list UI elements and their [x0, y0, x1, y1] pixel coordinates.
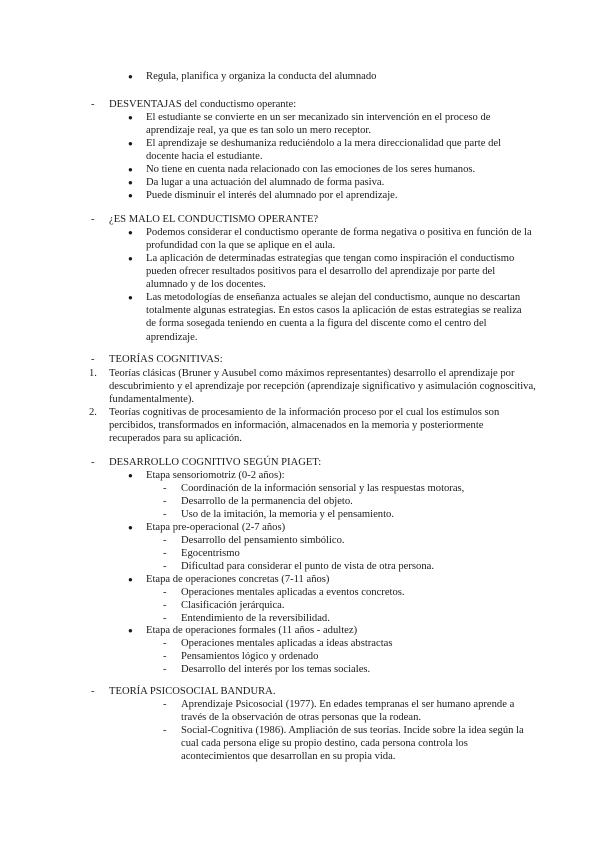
bullet-marker: ●: [128, 254, 133, 263]
sub-dash: -: [163, 587, 167, 598]
section-dash: -: [91, 214, 95, 225]
piaget-stage-item: Desarrollo del pensamiento simbólico.: [181, 535, 345, 546]
bullet-marker: ●: [128, 626, 133, 635]
sub-dash: -: [163, 651, 167, 662]
cognitivas-heading: TEORÍAS COGNITIVAS:: [109, 354, 223, 365]
cognitivas-item: Teorías clásicas (Bruner y Ausubel como máximos representantes) desarrollo el aprendizaje por descubrimiento y el aprendizaje por recepción (aprendizaje significativo y asimulación cognoscitiva, fundamentalmente).: [109, 368, 536, 406]
sub-dash: -: [163, 613, 167, 624]
desventajas-item: No tiene en cuenta nada relacionado con las emociones de los seres humanos.: [146, 164, 476, 175]
desventajas-item: El aprendizaje se deshumaniza reduciéndolo a la mera direccionalidad que parte del docente hacia el estudiante.: [146, 138, 502, 163]
sub-dash: -: [163, 483, 167, 494]
bandura-heading: TEORÍA PSICOSOCIAL BANDURA.: [109, 686, 276, 697]
piaget-stage-item: Uso de la imitación, la memoria y el pensamiento.: [181, 509, 394, 520]
piaget-stage-item: Desarrollo de la permanencia del objeto.: [181, 496, 353, 507]
cognitivas-item: Teorías cognitivas de procesamiento de la información proceso por el cual los estímulos son percibidos, transformados en información, almacenados en la memoria y posteriormente recuperados para su aplicación.: [109, 407, 500, 445]
desventajas-item: Da lugar a una actuación del alumnado de forma pasiva.: [146, 177, 385, 188]
desventajas-heading: DESVENTAJAS del conductismo operante:: [109, 99, 297, 110]
es-malo-item: Las metodologías de enseñanza actuales se alejan del conductismo, aunque no descartan totalmente algunas estrategias. En estos casos la aplicación de estas estrategias se realiza de forma sosegada teniendo en cuenta a la figura del discente como el centro del aprendizaje.: [146, 292, 522, 343]
desventajas-item: El estudiante se convierte en un ser mecanizado sin intervención en el proceso de aprendizaje real, ya que es tan solo un mero receptor.: [146, 112, 491, 137]
section-dash: -: [91, 99, 95, 110]
sub-dash: -: [163, 699, 167, 710]
piaget-stage-item: Operaciones mentales aplicadas a ideas abstractas: [181, 638, 393, 649]
section-dash: -: [91, 686, 95, 697]
piaget-stage-title: Etapa pre-operacional (2-7 años): [146, 522, 286, 533]
bullet-marker: ●: [128, 72, 133, 81]
list-number: 1.: [89, 368, 97, 379]
es-malo-heading: ¿ES MALO EL CONDUCTISMO OPERANTE?: [109, 214, 319, 225]
bullet-marker: ●: [128, 191, 133, 200]
section-dash: -: [91, 457, 95, 468]
piaget-stage-item: Entendimiento de la reversibilidad.: [181, 613, 330, 624]
sub-dash: -: [163, 561, 167, 572]
bullet-marker: ●: [128, 523, 133, 532]
es-malo-item: Podemos considerar el conductismo operante de forma negativa o positiva en función de la profundidad con la que se aplique en el aula.: [146, 227, 532, 252]
bullet-marker: ●: [128, 471, 133, 480]
sub-dash: -: [163, 496, 167, 507]
piaget-stage-item: Egocentrismo: [181, 548, 240, 559]
bullet-marker: ●: [128, 113, 133, 122]
piaget-stage-item: Coordinación de la información sensorial y las respuestas motoras,: [181, 483, 465, 494]
piaget-stage-item: Clasificación jerárquica.: [181, 600, 285, 611]
sub-dash: -: [163, 548, 167, 559]
bullet-marker: ●: [128, 139, 133, 148]
piaget-stage-title: Etapa de operaciones concretas (7-11 años): [146, 574, 330, 585]
bullet-marker: ●: [128, 293, 133, 302]
sub-dash: -: [163, 638, 167, 649]
sub-dash: -: [163, 535, 167, 546]
bullet-marker: ●: [128, 228, 133, 237]
bandura-item: Aprendizaje Psicosocial (1977). En edades tempranas el ser humano aprende a través de la observación de otras personas que la rodean.: [181, 699, 515, 724]
bullet-marker: ●: [128, 575, 133, 584]
piaget-stage-item: Pensamientos lógico y ordenado: [181, 651, 319, 662]
desventajas-item: Puede disminuir el interés del alumnado por el aprendizaje.: [146, 190, 398, 201]
piaget-stage-title: Etapa de operaciones formales (11 años - adultez): [146, 625, 358, 636]
piaget-stage-item: Operaciones mentales aplicadas a eventos concretos.: [181, 587, 405, 598]
bullet-marker: ●: [128, 165, 133, 174]
piaget-stage-item: Desarrollo del interés por los temas sociales.: [181, 664, 371, 675]
piaget-stage-item: Dificultad para considerar el punto de vista de otra persona.: [181, 561, 434, 572]
bandura-item: Social-Cognitiva (1986). Ampliación de sus teorías. Incide sobre la idea según la cual cada persona elige su propio destino, cada persona controla los acontecimientos que desarrollan en su propia vida.: [181, 725, 524, 763]
es-malo-item: La aplicación de determinadas estrategias que tengan como inspiración el conductismo pueden ofrecer resultados positivos para el desarrollo del aprendizaje por parte del alumnado y de los docentes.: [146, 253, 515, 291]
piaget-stage-title: Etapa sensoriomotriz (0-2 años):: [146, 470, 285, 481]
sub-dash: -: [163, 664, 167, 675]
sub-dash: -: [163, 725, 167, 736]
section-dash: -: [91, 354, 95, 365]
sub-dash: -: [163, 600, 167, 611]
sub-dash: -: [163, 509, 167, 520]
top-bullet-text: Regula, planifica y organiza la conducta del alumnado: [146, 71, 377, 82]
list-number: 2.: [89, 407, 97, 418]
piaget-heading: DESARROLLO COGNITIVO SEGÚN PIAGET:: [109, 457, 322, 468]
bullet-marker: ●: [128, 178, 133, 187]
